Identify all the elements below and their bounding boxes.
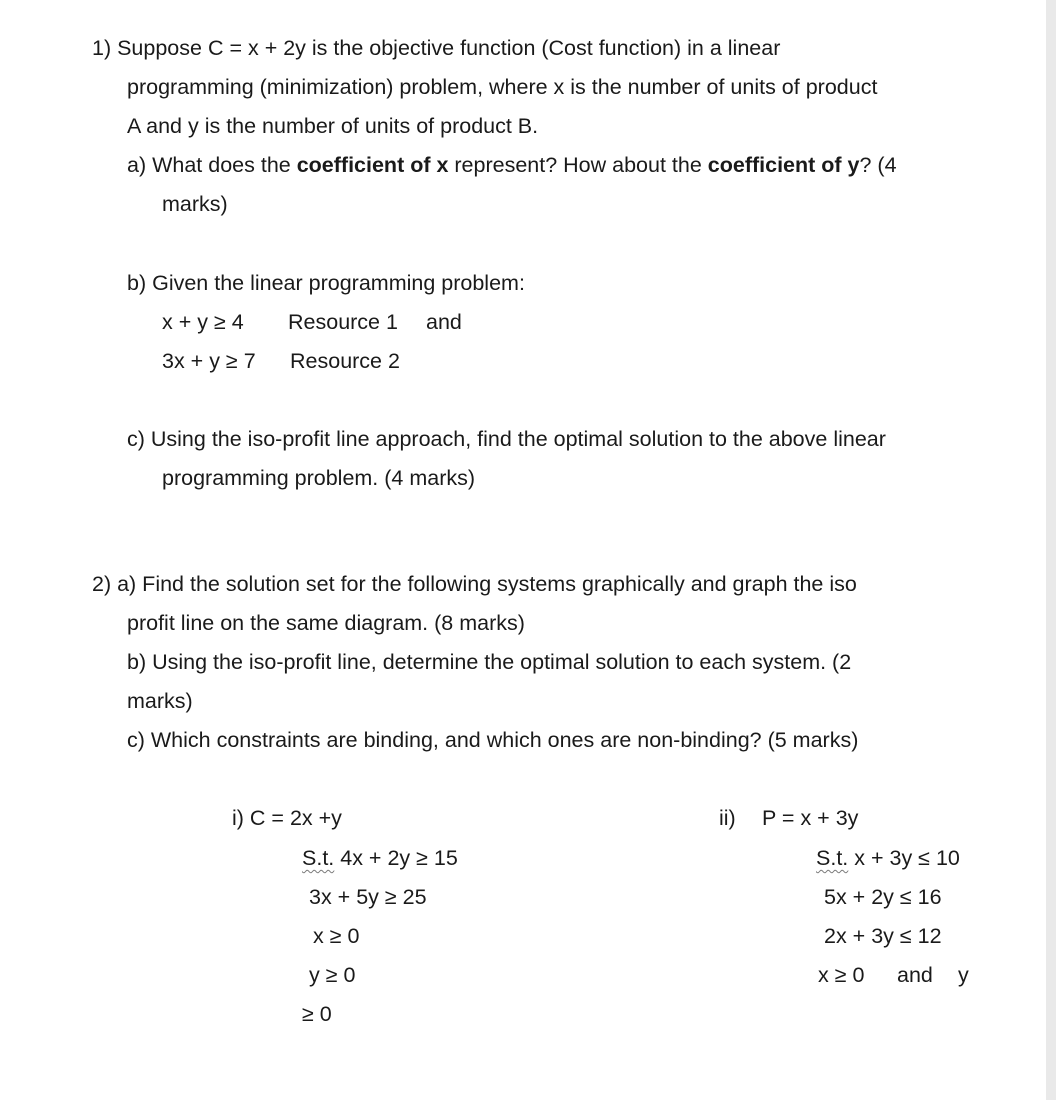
q1a-line-2: marks)	[162, 192, 228, 216]
system-2-constraint-4b: and	[897, 963, 933, 987]
q2b-line-1: b) Using the iso-profit line, determine the optimal solution to each system. (2	[127, 650, 852, 674]
page-edge-shadow	[1046, 0, 1056, 1100]
q2b-line-2: marks)	[127, 689, 193, 713]
system-2-constraint-1-expr: x + 3y ≤ 10	[854, 846, 960, 870]
system-1-constraint-2: 3x + 5y ≥ 25	[309, 885, 427, 909]
system-1-st-label: S.t.	[302, 846, 335, 870]
q1c-line-1: c) Using the iso-profit line approach, find the optimal solution to the above linear	[127, 427, 886, 451]
q1a-bold-coef-y: coefficient of y	[707, 153, 860, 177]
system-2-numeral: ii)	[719, 806, 736, 830]
system-1-constraint-3: x ≥ 0	[313, 924, 360, 948]
q1-line-1: 1) Suppose C = x + 2y is the objective function (Cost function) in a linear	[92, 36, 781, 60]
q1b-heading: b) Given the linear programming problem:	[127, 271, 525, 295]
q1b-constraint-1-and: and	[426, 310, 462, 334]
q1a-line-1	[127, 152, 897, 178]
system-2-constraint-3: 2x + 3y ≤ 12	[824, 924, 942, 948]
q1b-constraint-1-label: Resource 1	[288, 310, 398, 334]
system-1-constraint-5: ≥ 0	[302, 1002, 332, 1026]
q1b-constraint-2-label: Resource 2	[290, 349, 400, 373]
q1b-constraint-2-expr: 3x + y ≥ 7	[162, 349, 256, 373]
q2c-line: c) Which constraints are binding, and which ones are non-binding? (5 marks)	[127, 728, 859, 752]
system-2-constraint-4c: y	[958, 963, 969, 987]
system-1-constraint-1-expr: 4x + 2y ≥ 15	[340, 846, 458, 870]
system-2-constraint-2: 5x + 2y ≤ 16	[824, 885, 942, 909]
q1a-bold-coef-x: coefficient of x	[296, 153, 449, 177]
q1c-line-2: programming problem. (4 marks)	[162, 466, 476, 490]
q1-line-3: A and y is the number of units of product B.	[127, 114, 539, 138]
q2a-line-1: 2) a) Find the solution set for the following systems graphically and graph the iso	[92, 572, 857, 596]
system-2-st-label: S.t.	[816, 846, 849, 870]
q1a-mid: represent? How about the	[448, 153, 708, 177]
system-1-objective: i) C = 2x +y	[232, 806, 342, 830]
q2a-line-2: profit line on the same diagram. (8 marks)	[127, 611, 525, 635]
q1a-prefix: a) What does the	[127, 153, 297, 177]
system-1-constraint-4: y ≥ 0	[309, 963, 356, 987]
system-1-constraint-1	[302, 845, 458, 871]
q1a-suffix: ? (4	[859, 153, 897, 177]
system-2-constraint-4a: x ≥ 0	[818, 963, 865, 987]
system-2-objective: P = x + 3y	[762, 806, 859, 830]
system-2-constraint-1	[816, 845, 960, 871]
q1-line-2: programming (minimization) problem, where x is the number of units of product	[127, 75, 878, 99]
q1b-constraint-1-expr: x + y ≥ 4	[162, 310, 244, 334]
